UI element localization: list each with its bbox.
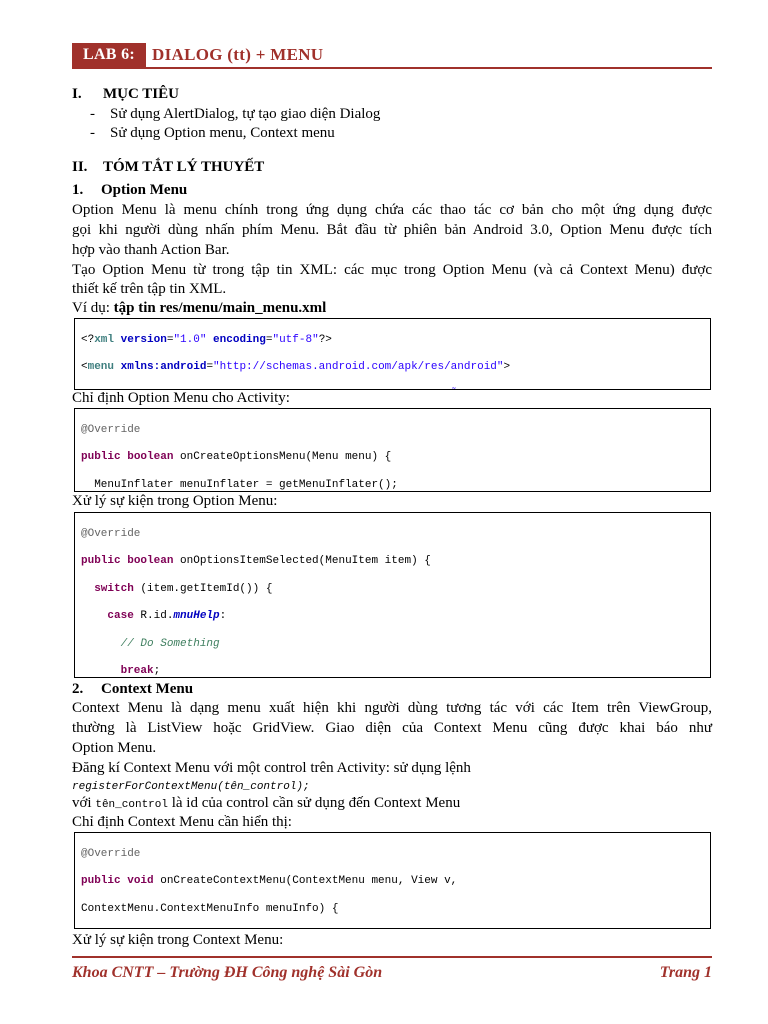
control-id-note: với tên_control là id của control cần sử dụng đến Context Menu [72, 795, 461, 811]
option-paragraph-line: thiết kế trên tập tin XML. [72, 281, 227, 297]
code-line: <?xml version="1.0" encoding="utf-8"?> [81, 333, 332, 346]
objective-bullet-2: - [90, 125, 95, 141]
code-line: switch (item.getItemId()) { [94, 582, 273, 595]
control-id-code: tên_control [95, 799, 168, 811]
example-prefix: Ví dụ: [72, 300, 114, 316]
code-line: public void onCreateContextMenu(ContextMenu menu, View v, [81, 875, 458, 888]
context-paragraph-line: Option Menu. [72, 740, 157, 756]
section-2-title: TÓM TẮT LÝ THUYẾT [103, 159, 265, 175]
context-paragraph-line: Context Menu là dạng menu xuất hiện khi người dùng tương tác với các Item trên ViewGroup, [72, 700, 712, 716]
objective-item-2: Sử dụng Option menu, Context menu [110, 125, 335, 141]
code-line: public boolean onCreateOptionsMenu(Menu menu) { [81, 451, 392, 464]
option-paragraph-line: Tạo Option Menu từ trong tập tin XML: các mục trong Option Menu (và cả Context Menu) được [72, 262, 712, 278]
xml-code-block [74, 318, 711, 390]
code-line: MenuInflater menuInflater = getMenuInflater(); [81, 478, 398, 491]
code-line: @Override [81, 847, 141, 860]
context-paragraph-line: thường là ListView hoặc GridView. Giao diện của Context Menu cũng được khai báo như [72, 720, 712, 736]
page-footer [72, 956, 712, 988]
code-line: // Do Something [81, 637, 220, 650]
section-1-number: I. [72, 86, 82, 102]
code-line: @Override [81, 527, 141, 540]
subsection-2-title: Context Menu [101, 681, 194, 697]
objective-bullet-1: - [90, 106, 95, 122]
section-2-number: II. [72, 159, 88, 175]
lab-header [72, 43, 712, 69]
subsection-2-number: 2. [72, 681, 84, 697]
java-code-block-create-context [74, 832, 711, 929]
footer-page-number: Trang 1 [659, 964, 712, 981]
code-line: ContextMenu.ContextMenuInfo menuInfo) { [81, 902, 339, 915]
example-file-name: tập tin res/menu/main_menu.xml [113, 300, 327, 316]
java-code-block-create-options [74, 408, 711, 492]
register-context-text: Đăng kí Context Menu với một control trên Activity: sử dụng lệnh [72, 760, 471, 776]
footer-institution: Khoa CNTT – Trường ĐH Công nghệ Sài Gòn [72, 964, 383, 981]
lab-title: DIALOG (tt) + MENU [152, 45, 324, 64]
context-caption-show: Chỉ định Context Menu cần hiển thị: [72, 814, 292, 830]
register-context-code: registerForContextMenu(tên_control); [72, 781, 310, 793]
example-caption [72, 299, 326, 318]
option-paragraph-line: Option Menu là menu chính trong ứng dụng chứa các thao tác cơ bản cho một ứng dụng được [72, 202, 712, 218]
option-caption-activity: Chỉ định Option Menu cho Activity: [72, 390, 290, 406]
code-line: @Override [81, 423, 141, 436]
code-line: <menu xmlns:android="http://schemas.android.com/apk/res/android"> [81, 361, 511, 374]
option-paragraph-line: hợp vào thanh Action Bar. [72, 242, 230, 258]
code-line: break; [120, 665, 161, 678]
option-caption-events: Xử lý sự kiện trong Option Menu: [72, 493, 278, 509]
objective-item-1: Sử dụng AlertDialog, tự tạo giao diện Dialog [110, 106, 381, 122]
context-caption-events: Xử lý sự kiện trong Context Menu: [72, 932, 284, 948]
option-paragraph-line: gọi khi người dùng nhấn phím Menu. Bắt đầu từ phiên bản Android 3.0, Option Menu được tích [72, 222, 712, 238]
lab-number-badge: LAB 6: [72, 43, 146, 67]
subsection-1-title: Option Menu [101, 182, 188, 198]
section-1-title: MỤC TIÊU [103, 86, 179, 102]
subsection-1-number: 1. [72, 182, 84, 198]
code-line: public boolean onOptionsItemSelected(MenuItem item) { [81, 555, 431, 568]
java-code-block-options-selected [74, 512, 711, 678]
code-line: case R.id.mnuHelp: [107, 610, 227, 623]
